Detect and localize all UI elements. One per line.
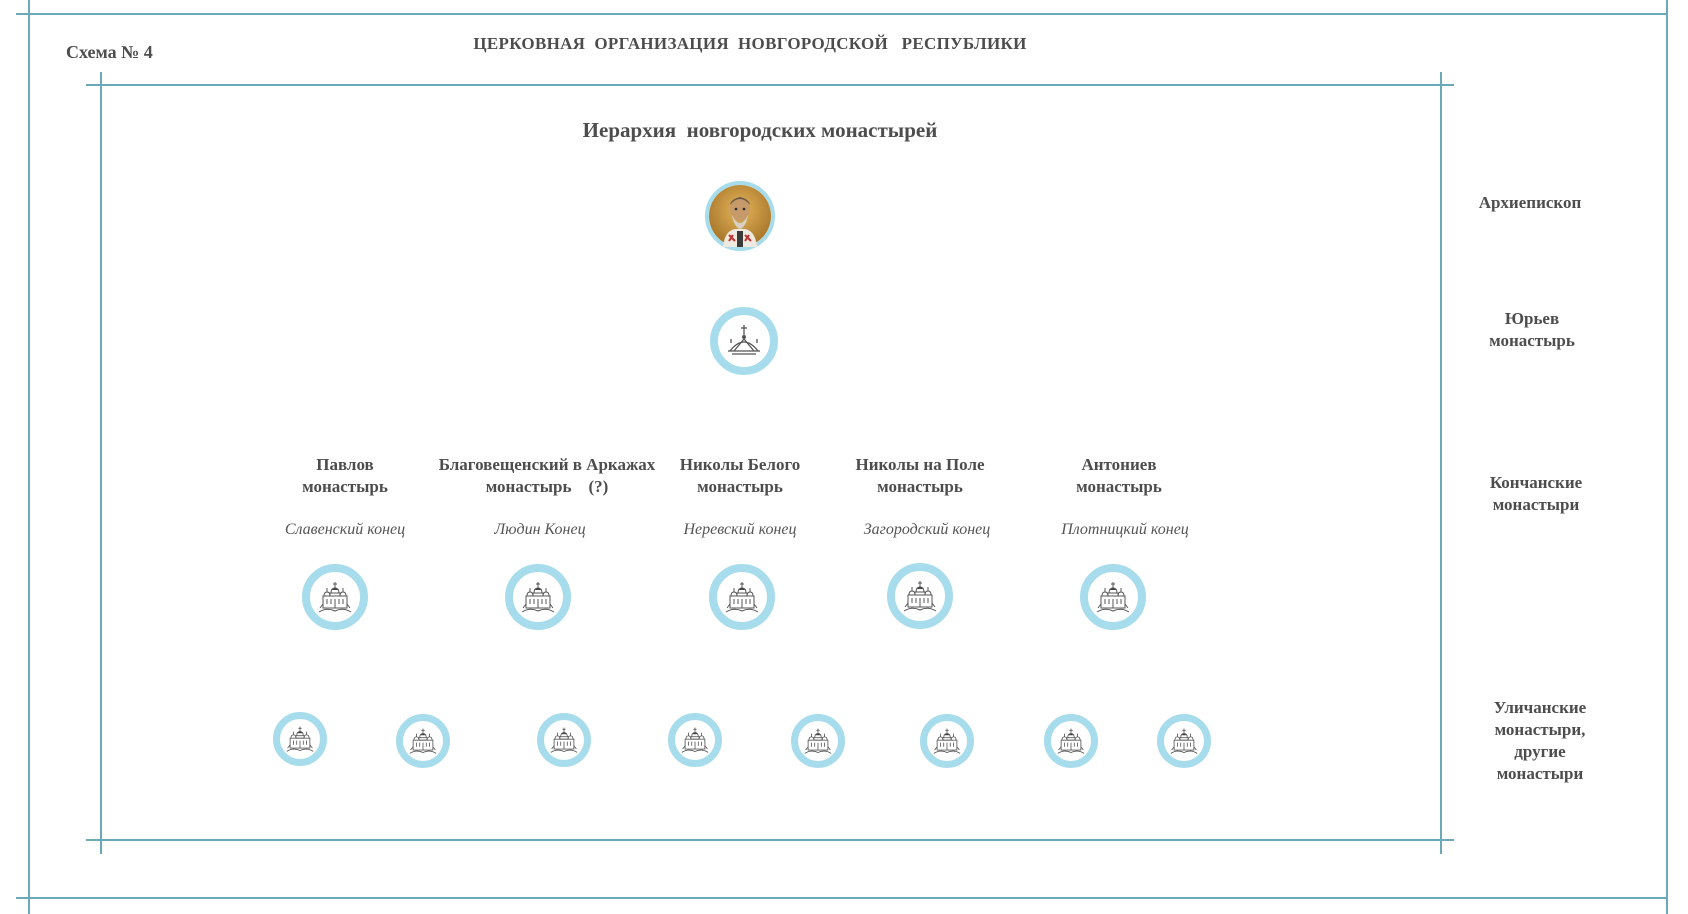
- monastery-icon: [680, 726, 710, 754]
- level-ulichan-line4: монастыри: [1496, 764, 1584, 783]
- district-2: Людин Конец: [494, 521, 586, 538]
- level-yuriev: [1457, 308, 1607, 352]
- monastery-icon: [549, 726, 579, 754]
- level-archbishop-text: Архиепископ: [1478, 193, 1582, 212]
- konchan-name-3-line1: Николы Белого: [679, 455, 801, 474]
- yuriev-monastery-icon: [710, 307, 778, 375]
- konchan-monastery-icon-1: [302, 564, 368, 630]
- level-ulichan-line2: монастыри,: [1494, 720, 1586, 739]
- inner-frame-top: [86, 84, 1454, 86]
- konchan-name-5: [1044, 454, 1194, 498]
- ulichan-monastery-icon-3: [537, 713, 591, 767]
- level-ulichan: [1465, 697, 1615, 785]
- monastery-icon: [1169, 727, 1199, 755]
- monastery-icon: [803, 727, 833, 755]
- konchan-name-3-line2: монастырь: [697, 477, 783, 496]
- level-konchan-line1: Кончанские: [1489, 473, 1583, 492]
- konchan-monastery-icon-5: [1080, 564, 1146, 630]
- monastery-icon: [408, 727, 438, 755]
- scheme-label: Схема № 4: [66, 42, 153, 62]
- district-1: Славенский конец: [284, 521, 406, 538]
- konchan-monastery-icon-4: [887, 563, 953, 629]
- ulichan-monastery-icon-8: [1157, 714, 1211, 768]
- page-title: ЦЕРКОВНАЯ ОРГАНИЗАЦИЯ НОВГОРОДСКОЙ РЕСПУБЛИКИ: [473, 34, 1027, 53]
- monastery-icon: [724, 580, 760, 614]
- outer-frame-right: [1666, 0, 1668, 914]
- district-4: Загородский конец: [863, 521, 991, 538]
- monastery-icon: [520, 580, 556, 614]
- monastery-icon: [1095, 580, 1131, 614]
- ulichan-monastery-icon-6: [920, 714, 974, 768]
- diagram-title: Иерархия новгородских монастырей: [582, 118, 938, 142]
- level-archbishop: [1455, 192, 1605, 214]
- konchan-name-4-line1: Николы на Поле: [855, 455, 985, 474]
- konchan-name-4-line2: монастырь: [877, 477, 963, 496]
- inner-frame-right: [1440, 72, 1442, 854]
- inner-frame-bottom: [86, 839, 1454, 841]
- level-konchan: [1461, 472, 1611, 516]
- inner-frame-left: [100, 72, 102, 854]
- level-yuriev-line1: Юрьев: [1504, 309, 1560, 328]
- monastery-icon: [285, 725, 315, 753]
- church-dome-icon: [724, 321, 764, 361]
- konchan-name-4: [845, 454, 995, 498]
- ulichan-monastery-icon-5: [791, 714, 845, 768]
- ulichan-monastery-icon-1: [273, 712, 327, 766]
- level-yuriev-line2: монастырь: [1489, 331, 1575, 350]
- monastery-icon: [317, 580, 353, 614]
- outer-frame-left: [28, 0, 30, 914]
- archbishop-icon: [705, 181, 775, 251]
- konchan-monastery-icon-2: [505, 564, 571, 630]
- monastery-icon: [932, 727, 962, 755]
- konchan-monastery-icon-3: [709, 564, 775, 630]
- monastery-icon: [1056, 727, 1086, 755]
- ulichan-monastery-icon-4: [668, 713, 722, 767]
- konchan-name-1-line1: Павлов: [316, 455, 374, 474]
- konchan-name-5-line1: Антониев: [1081, 455, 1157, 474]
- saint-icon: [709, 185, 771, 247]
- district-5: Плотницкий конец: [1061, 521, 1189, 538]
- level-konchan-line2: монастыри: [1492, 495, 1580, 514]
- level-ulichan-line1: Уличанские: [1493, 698, 1587, 717]
- district-3: Неревский конец: [683, 521, 797, 538]
- ulichan-monastery-icon-7: [1044, 714, 1098, 768]
- konchan-name-3: [665, 454, 815, 498]
- level-ulichan-line3: другие: [1514, 742, 1566, 761]
- ulichan-monastery-icon-2: [396, 714, 450, 768]
- outer-frame-top: [16, 13, 1668, 15]
- konchan-name-5-line2: монастырь: [1076, 477, 1162, 496]
- konchan-name-2-line1: Благовещенский в Аркажах: [438, 455, 656, 474]
- outer-frame-bottom: [16, 897, 1668, 899]
- konchan-name-2: [432, 454, 662, 498]
- konchan-name-1-line2: монастырь: [302, 477, 388, 496]
- konchan-name-1: [270, 454, 420, 498]
- monastery-icon: [902, 579, 938, 613]
- konchan-name-2-line2: монастырь (?): [485, 477, 609, 496]
